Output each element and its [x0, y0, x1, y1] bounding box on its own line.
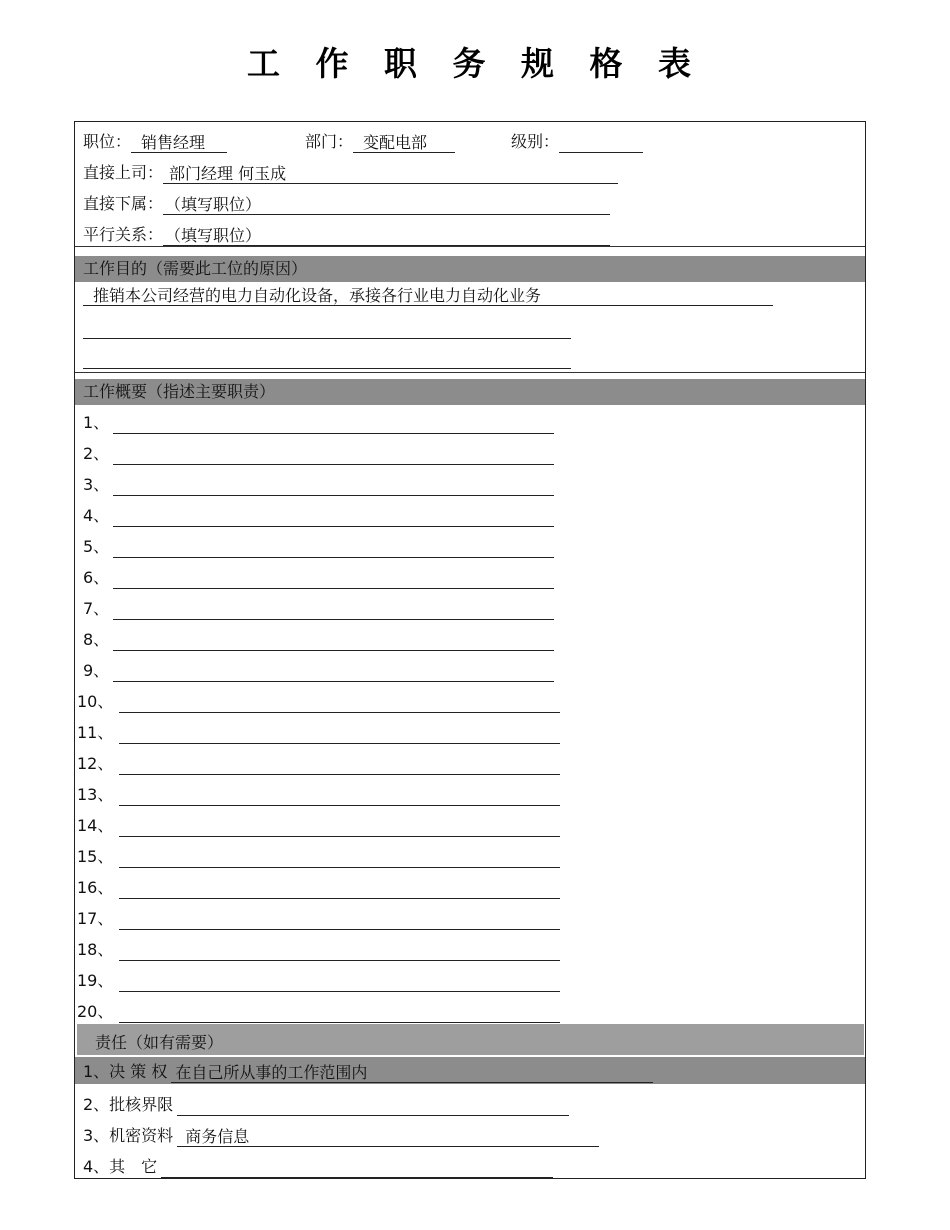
other-row [83, 1156, 553, 1178]
summary-item-number: 15、 [77, 847, 114, 866]
summary-item-number: 4、 [83, 506, 110, 525]
summary-item-number: 20、 [77, 1002, 114, 1021]
approval-field[interactable] [177, 1096, 569, 1116]
summary-item [83, 412, 554, 434]
summary-item-field[interactable] [113, 569, 554, 589]
purpose-field[interactable]: 推销本公司经营的电力自动化设备，承接各行业电力自动化业务 [83, 286, 773, 306]
summary-item-field[interactable] [119, 786, 560, 806]
summary-item-number: 12、 [77, 754, 114, 773]
summary-item-field[interactable] [119, 755, 560, 775]
decision-row [83, 1061, 653, 1083]
summary-item [83, 660, 554, 682]
decision-field[interactable]: 在自己所从事的工作范围内 [171, 1063, 653, 1083]
summary-item [77, 970, 560, 992]
summary-heading: 工作概要（指述主要职责） [75, 379, 865, 405]
divider [75, 372, 865, 373]
summary-item-field[interactable] [113, 445, 554, 465]
divider [75, 246, 865, 247]
supervisor-label: 直接上司： [83, 163, 164, 182]
supervisor-row [83, 162, 618, 184]
approval-label: 2、批核界限 [83, 1095, 174, 1114]
page-title: 工 作 职 务 规 格 表 [247, 44, 703, 83]
decision-label: 1、决 策 权 [83, 1062, 168, 1081]
other-label: 4、其 它 [83, 1157, 158, 1176]
summary-item-number: 5、 [83, 537, 110, 556]
summary-item-field[interactable] [119, 910, 560, 930]
summary-item-field[interactable] [113, 476, 554, 496]
summary-item [77, 691, 560, 713]
summary-item-field[interactable] [119, 724, 560, 744]
supervisor-field[interactable]: 部门经理 何玉成 [163, 164, 618, 184]
summary-item-field[interactable] [113, 662, 554, 682]
summary-item-number: 10、 [77, 692, 114, 711]
level-field[interactable] [559, 133, 643, 153]
summary-item [83, 598, 554, 620]
position-label: 职位： [83, 132, 132, 151]
confidential-label: 3、机密资料 [83, 1126, 174, 1145]
subordinate-row [83, 193, 610, 215]
summary-item [77, 722, 560, 744]
approval-row [83, 1094, 569, 1116]
summary-item [77, 784, 560, 806]
summary-item [83, 443, 554, 465]
summary-item-number: 11、 [77, 723, 114, 742]
summary-item [83, 505, 554, 527]
summary-item-field[interactable] [119, 941, 560, 961]
summary-item-field[interactable] [119, 972, 560, 992]
peer-field[interactable]: （填写职位） [163, 226, 610, 246]
summary-item-number: 1、 [83, 413, 110, 432]
summary-item-number: 14、 [77, 816, 114, 835]
summary-item-number: 19、 [77, 971, 114, 990]
summary-item [77, 815, 560, 837]
responsibility-heading: 责任（如有需要） [77, 1024, 864, 1055]
summary-item-field[interactable] [119, 879, 560, 899]
purpose-row [83, 286, 773, 306]
purpose-blank-line-2 [83, 368, 571, 369]
summary-item [77, 1001, 560, 1023]
position-field[interactable]: 销售经理 [131, 133, 227, 153]
summary-item [83, 567, 554, 589]
summary-item-number: 13、 [77, 785, 114, 804]
summary-item [77, 939, 560, 961]
summary-item-number: 16、 [77, 878, 114, 897]
summary-item-number: 7、 [83, 599, 110, 618]
peer-label: 平行关系： [83, 225, 164, 244]
summary-item [83, 474, 554, 496]
summary-item-field[interactable] [113, 600, 554, 620]
summary-item [77, 908, 560, 930]
subordinate-field[interactable]: （填写职位） [163, 195, 610, 215]
department-field[interactable]: 变配电部 [353, 133, 455, 153]
summary-item-field[interactable] [113, 538, 554, 558]
summary-item-number: 2、 [83, 444, 110, 463]
confidential-field[interactable]: 商务信息 [177, 1127, 599, 1147]
summary-item-number: 17、 [77, 909, 114, 928]
purpose-heading: 工作目的（需要此工位的原因） [75, 256, 865, 282]
department-label: 部门： [305, 132, 354, 151]
summary-item [77, 877, 560, 899]
summary-item-number: 9、 [83, 661, 110, 680]
summary-item-number: 3、 [83, 475, 110, 494]
summary-item [77, 753, 560, 775]
summary-item [83, 629, 554, 651]
summary-item [77, 846, 560, 868]
level-label: 级别： [511, 132, 560, 151]
summary-item-field[interactable] [119, 1003, 560, 1023]
form-frame [74, 121, 866, 1179]
position-row [83, 131, 643, 153]
purpose-blank-line-1 [83, 338, 571, 339]
summary-item-field[interactable] [119, 817, 560, 837]
summary-item-number: 6、 [83, 568, 110, 587]
summary-item-field[interactable] [119, 848, 560, 868]
subordinate-label: 直接下属： [83, 194, 164, 213]
summary-item-field[interactable] [113, 414, 554, 434]
summary-item-field[interactable] [113, 507, 554, 527]
summary-item-number: 18、 [77, 940, 114, 959]
other-field[interactable] [161, 1158, 553, 1178]
summary-item [83, 536, 554, 558]
summary-item-field[interactable] [119, 693, 560, 713]
peer-row [83, 224, 610, 246]
confidential-row [83, 1125, 599, 1147]
summary-item-number: 8、 [83, 630, 110, 649]
summary-item-field[interactable] [113, 631, 554, 651]
